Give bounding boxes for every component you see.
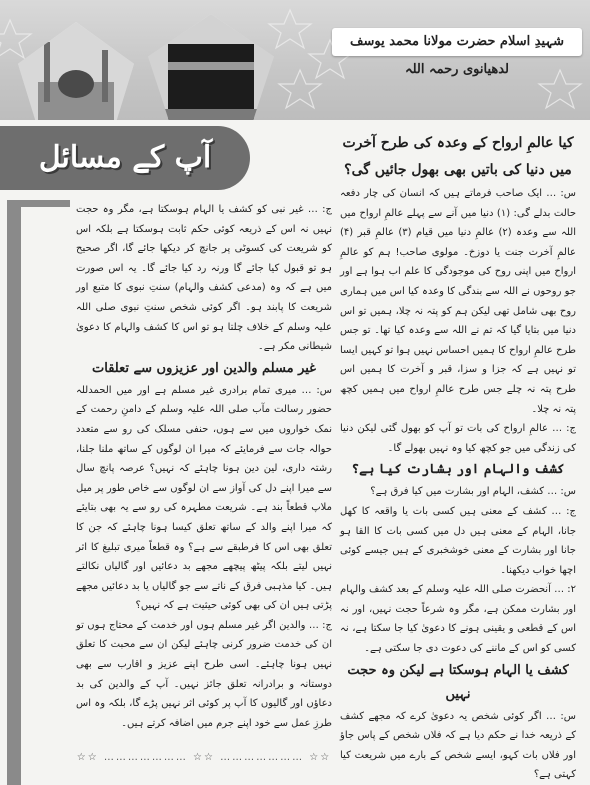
question-heading: کیا عالمِ ارواح کے وعدہ کی طرح آخرت میں دنیا کی باتیں بھی بھول جائیں گی؟ — [342, 135, 574, 178]
section-end-stars: ☆☆ ………………… ☆☆ ………………… ☆☆ — [76, 752, 332, 763]
left-column — [76, 200, 332, 780]
page-header-title: شہیدِ اسلام حضرت مولانا محمد یوسف لدھیانوی رحمہ اللہ — [332, 28, 582, 56]
question-text: س: … کشف، الہام اور بشارت میں کیا فرق ہے؟ — [370, 486, 576, 498]
question-text: س: … اگر کوئی شخص یہ دعویٰ کرے کہ مجھے کشف کے ذریعہ خدا نے حکم دیا ہے کہ فلاں شخص کے پاس جاؤ اور فلاں بات کہو، ایسے شخص کے بارے میں شریعت کیا کہتی ہے؟ — [340, 710, 576, 781]
page-header — [0, 0, 590, 120]
answer-text: ۲: … آنحضرت صلی اللہ علیہ وسلم کے بعد کشف والہام اور بشارت ممکن ہے، مگر وہ شرعاً حجت نہیں، اور نہ اس کے قطعی و یقینی ہونے کا دعویٰ کیا جا سکتا ہے، نہ کسی کو اس کے ماننے کی دعوت دی جا سکتی ہے۔ — [340, 584, 576, 655]
question-heading: کشف یا الہام ہوسکتا ہے لیکن وہ حجت نہیں — [347, 662, 569, 702]
question-heading: غیر مسلم والدین اور عزیزوں سے تعلقات — [92, 360, 316, 376]
answer-text: ج: … غیر نبی کو کشف یا الہام ہوسکتا ہے، مگر وہ حجت نہیں نہ اس کے ذریعہ کوئی حکم ثابت ہوسکتا ہے بلکہ اس کو شریعت کی کسوٹی پر جانچ کر دیکھا جائے گا، اگر صحیح ہو تو قبول کیا جائے گا ورنہ رد کیا جائے گا۔ یہ اس صورت میں ہے کہ وہ (مدعی کشف والہام) سنتِ نبوی کا متبع اور شریعت کا پابند ہو۔ اگر کوئی شخص سنتِ نبوی صلی اللہ علیہ وسلم کے خلاف چلتا ہو تو اس کا کشف والہام کا دعویٰ شیطانی مکر ہے۔ — [76, 204, 332, 353]
decorative-bracket — [0, 200, 72, 785]
banner-title: آپ کے مسائل — [38, 140, 212, 175]
question-text: س: … میری تمام برادری غیر مسلم ہے اور میں الحمدللہ حضور رسالت مآب صلی اللہ علیہ وسلم کے دامنِ رحمت کے نمک خواروں میں سے ہوں، حنفی مسلک کی رو سے متعدد حوالہ جات سے فرمایئے کہ میرا ان لوگوں کے ساتھ ملنا جلنا، رشتہ داری، لین دین ہونا چاہئے کہ نہیں؟ عرصہ پانچ سال سے میرا اپنے دل کی آواز سے ان لوگوں سے خاص طور پر میل ملاپ قطعاً بند ہے۔ شریعت مطہرہ کی رو سے یہ بھی بتایئے کہ میرا اپنے والد کے ساتھ تعلق کیسا ہونا چاہئے کہ جن کا تعلق بھی اس کا فرطبقے سے ہے؟ وہ قطعاً میری تبلیغ کا اثر نہیں لیتے بلکہ پیٹھ پیچھے مجھے بد دعائیں اور گالیاں نکالتے ہیں۔ کیا مذہبی فرق کے ناتے سے جو گالیاں یا بد دعائیں مجھے پڑتی ہیں ان کی بھی کوئی حیثیت ہے کہ نہیں؟ — [76, 384, 332, 612]
question-heading: کشف والہام اور بشارت کیا ہے؟ — [351, 462, 565, 478]
question-text: س: … ایک صاحب فرماتے ہیں کہ انسان کی چار دفعہ حالت بدلے گی: (۱) دنیا میں آنے سے پہلے عالمِ ارواح میں اللہ سے وعدہ (۲) عالمِ دنیا میں قیام (۳) عالمِ قبر (۴) عالمِ آخرت جنت یا دوزخ۔ مولوی صاحب! ہم کو عالمِ ارواح میں اپنی روح کی موجودگی کا علم اب ہوا ہے اور جو روحوں نے اللہ سے بندگی کا وعدہ کیا اس میں ہماری روح بھی شامل تھی لیکن ہم کو پتہ نہ چلا، ہمیں تو اس دنیا میں بتایا گیا کہ تم نے اللہ سے وعدہ کیا تھا۔ تو جس طرح عالمِ ارواح کا ہمیں احساس نہیں ہوا تو کہیں ایسا تو نہیں ہے کہ جزا و سزا، قبر و آخرت کا ہمیں اس طرح پتہ نہ چلے جس طرح عالمِ ارواح میں ہمیں کچھ پتہ نہ چلا۔ — [340, 188, 577, 415]
answer-text: ج: … والدین اگر غیر مسلم ہوں اور خدمت کے محتاج ہوں تو ان کی خدمت ضرور کرنی چاہئے لیکن ان سے محبت کا تعلق نہیں ہونا چاہئے۔ اسی طرح اپنے عزیز و اقارب سے بھی دوستانہ و برادرانہ تعلق جائز نہیں۔ آپ کے والدین کی بد دعاؤں اور گالیوں کا آپ پر کوئی اثر نہیں پڑے گا، بلکہ وہ اس طرزِ عمل سے خود اپنے جرم میں اضافہ کرتے ہیں۔ — [76, 619, 332, 729]
answer-text: ج: … کشف کے معنی ہیں کسی بات یا واقعہ کا کھل جانا، الہام کے معنی ہیں دل میں کسی بات کا القا ہو جانا اور بشارت کے معنی خوشخبری کے ہیں جیسے کوئی اچھا خواب دیکھنا۔ — [340, 505, 576, 576]
answer-text: ج: … عالمِ ارواح کی بات تو آپ کو بھول گئی لیکن دنیا کی زندگی میں جو کچھ کیا وہ نہیں بھولے گا۔ — [340, 423, 576, 454]
right-column — [340, 130, 576, 780]
section-banner — [0, 126, 278, 190]
